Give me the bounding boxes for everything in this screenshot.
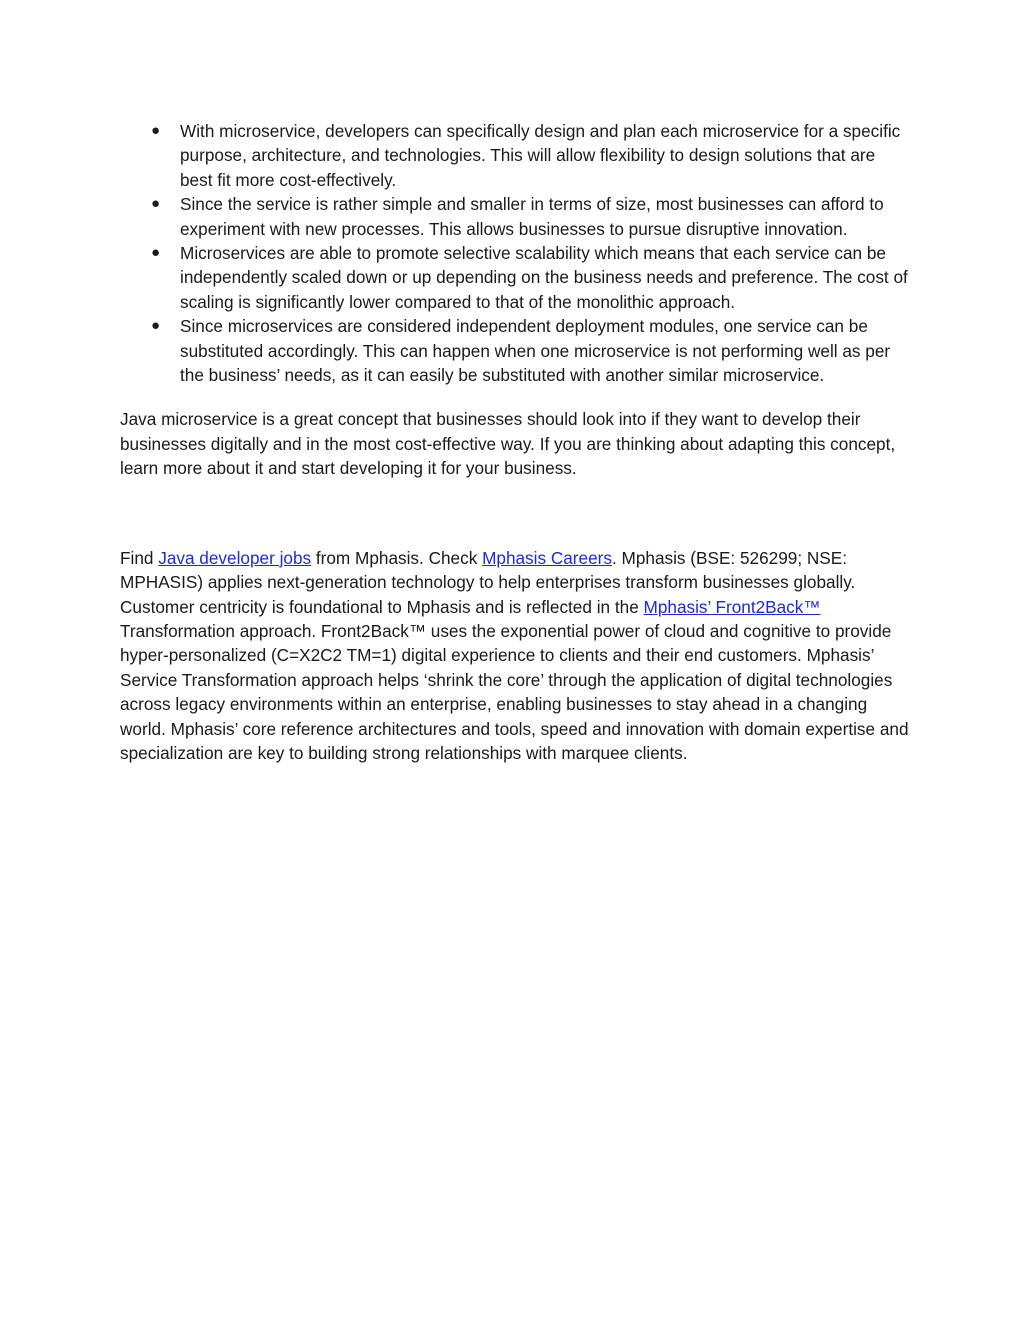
list-item-text: Since microservices are considered independent deployment modules, one service can be substituted accordingly. This can happen when one microservice is not performing well as per the business’ needs, as it can easily be substituted with another similar microservice.	[180, 316, 891, 386]
about-text-4: Transformation approach. Front2Back™ uses the exponential power of cloud and cognitive to provide hyper-personalized (C=X2C2 TM=1) digital experience to clients and their end customers. Mphasis’ Service Transformation approach helps ‘shrink the core’ through the application of digital technologies across legacy environments within an enterprise, enabling businesses to stay ahead in a changing world. Mphasis’ core reference architectures and tools, speed and innovation with domain expertise and specialization are key to building strong relationships with marquee clients.	[120, 620, 909, 763]
bullet-icon: ●	[151, 244, 161, 262]
list-item	[120, 314, 910, 387]
about-text-1: Find	[120, 547, 159, 568]
about-text-3: . Mphasis (BSE: 526299; NSE: MPHASIS) applies next-generation technology to help enterprises transform businesses globally. Customer centricity is foundational to Mphasis and is reflected in the	[120, 547, 856, 617]
bullet-icon: ●	[151, 195, 161, 213]
front2back-link[interactable]: Mphasis’ Front2Back™	[643, 596, 821, 617]
list-item-text: Since the service is rather simple and smaller in terms of size, most businesses can afford to experiment with new processes. This allows businesses to pursue disruptive innovation.	[180, 194, 884, 239]
java-developer-jobs-link[interactable]: Java developer jobs	[158, 547, 312, 568]
bullet-icon: ●	[151, 122, 161, 139]
list-item-text: Microservices are able to promote selective scalability which means that each service can be independently scaled down or up depending on the business needs and preference. The cost of scaling is significantly lower compared to that of the monolithic approach.	[180, 243, 908, 312]
about-paragraph	[120, 546, 910, 766]
list-item	[120, 241, 910, 314]
conclusion-paragraph: Java microservice is a great concept that businesses should look into if they want to develop their businesses digitally and in the most cost-effective way. If you are thinking about adapting this concept, learn more about it and start developing it for your business.	[120, 409, 896, 479]
list-item	[120, 192, 910, 241]
about-text-2: from Mphasis. Check	[311, 547, 483, 568]
benefits-list	[120, 119, 910, 387]
list-item	[120, 119, 910, 192]
bullet-icon: ●	[151, 317, 161, 335]
list-item-text: With microservice, developers can specifically design and plan each microservice for a specific purpose, architecture, and technologies. This will allow flexibility to design solutions that are best fit more cost-effectively.	[180, 121, 901, 190]
document-page	[120, 119, 910, 765]
mphasis-careers-link[interactable]: Mphasis Careers	[482, 547, 612, 568]
